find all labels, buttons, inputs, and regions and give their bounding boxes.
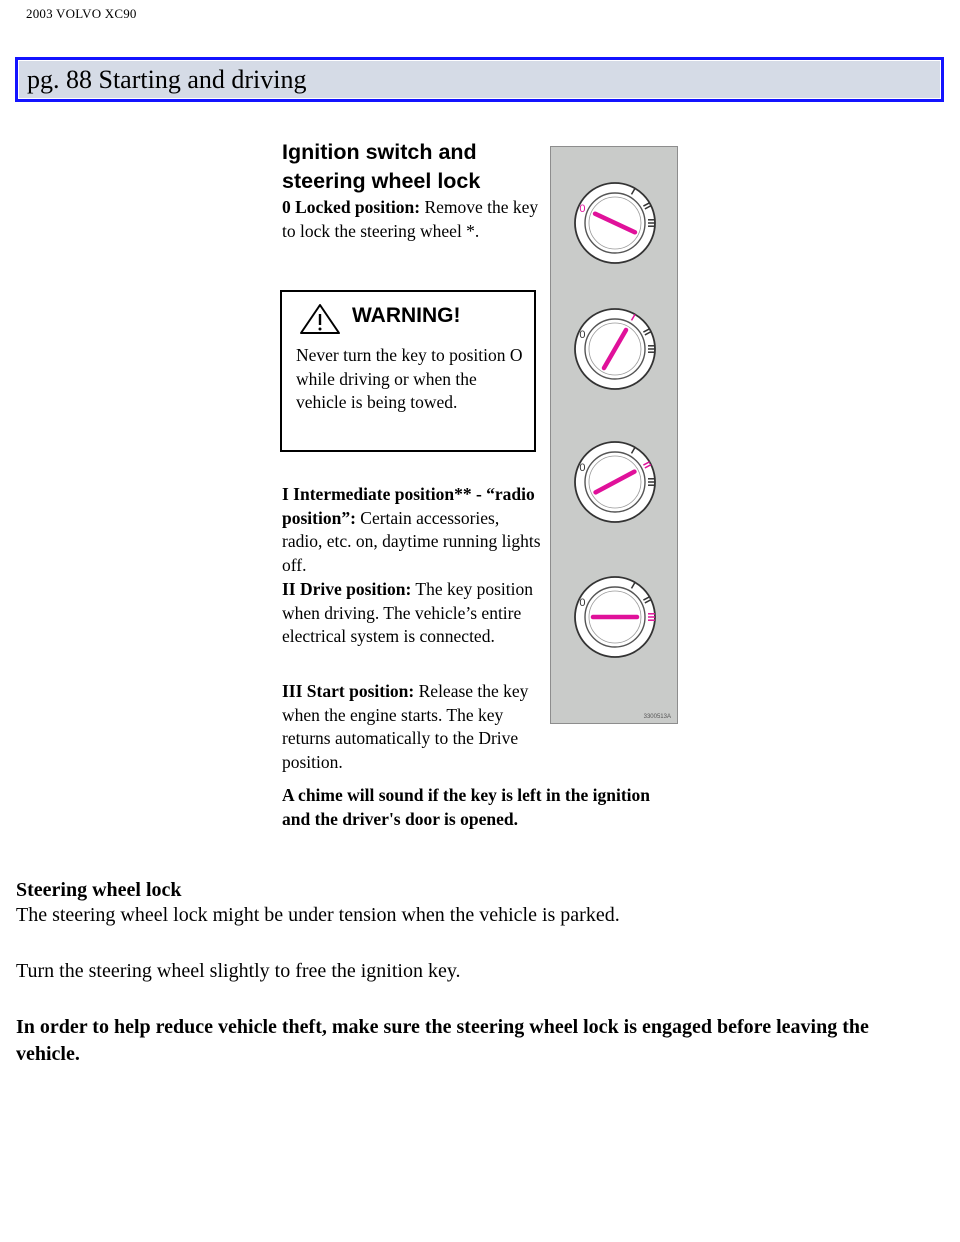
intermediate-position-text [282,483,542,577]
locked-position-label: 0 Locked position: [282,197,421,217]
svg-text:0: 0 [579,461,586,474]
locked-position-description: Remove the key to lock the steering wheel *. [282,197,539,241]
svg-text:0: 0 [579,202,586,215]
svg-text:0: 0 [579,596,586,609]
figure-heading-line1: Ignition switch and [282,140,477,164]
warning-triangle-icon [298,302,342,336]
drive-position-description: The key position when driving. The vehicle’s entire electrical system is connected. [282,579,533,646]
start-position-description: Release the key when the engine starts. The key returns automatically to the Drive position. [282,681,529,772]
ignition-dial-2 [565,432,665,532]
ignition-dial-0 [565,173,665,273]
intermediate-position-label: I Intermediate position** - “radio position”: [282,484,535,528]
page-header [15,57,944,102]
drive-position-label: II Drive position: [282,579,412,599]
warning-box [280,290,536,452]
document-title: 2003 VOLVO XC90 [26,6,137,21]
warning-text: Never turn the key to position O while driving or when the vehicle is being towed. [296,345,523,412]
intermediate-position-description: Certain accessories, radio, etc. on, daytime running lights off. [282,507,541,575]
warning-title: WARNING! [352,304,461,327]
drive-position-text [282,578,540,649]
start-position-label: III Start position: [282,681,415,701]
figure-code: 3300513A [643,714,671,720]
page-header-title: pg. 88 Starting and driving [18,60,941,99]
figure-heading [282,138,480,196]
chime-note: A chime will sound if the key is left in the ignition and the driver's door is opened. [282,785,651,829]
ignition-dial-3 [565,567,665,667]
body-paragraph-2: Turn the steering wheel slightly to free the ignition key. [16,960,461,982]
start-position-text [282,680,540,774]
body-paragraph-1: The steering wheel lock might be under tension when the vehicle is parked. [16,904,620,926]
section-title: Steering wheel lock [16,879,182,901]
svg-text:0: 0 [579,328,586,341]
ignition-key-panel [550,146,678,724]
figure-heading-line2: steering wheel lock [282,169,481,193]
body-paragraph-3: In order to help reduce vehicle theft, make sure the steering wheel lock is engaged before leaving the vehicle. [16,1016,869,1065]
ignition-dial-1 [565,299,665,399]
ignition-illustration [270,132,690,842]
locked-position-text [282,196,540,243]
